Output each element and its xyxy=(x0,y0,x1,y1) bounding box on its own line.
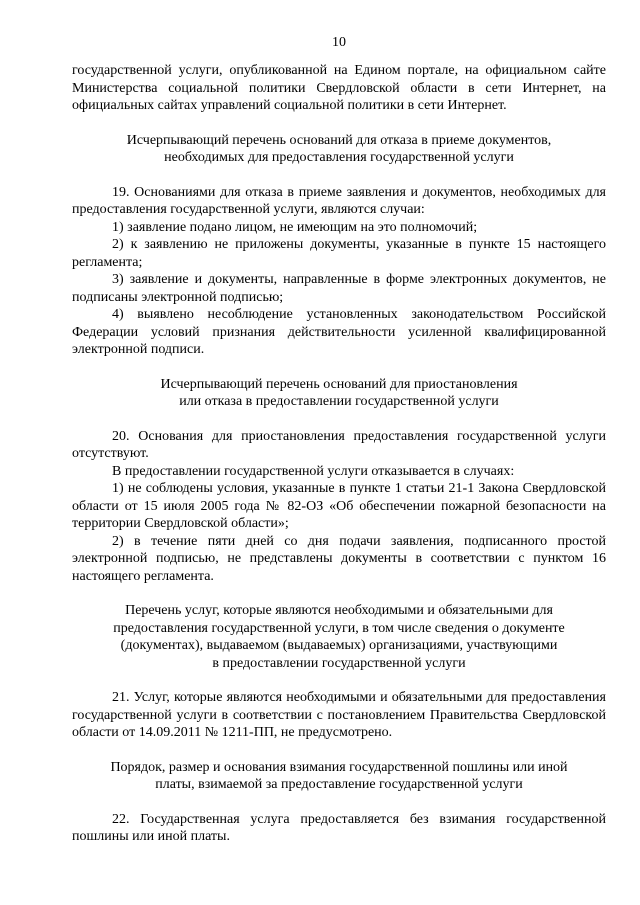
section-heading-necessary-services xyxy=(72,602,606,672)
heading-line: Исчерпывающий перечень оснований для приостановления xyxy=(160,376,518,392)
section-heading-fees xyxy=(72,759,606,794)
list-item-20-1: 1) не соблюдены условия, указанные в пункте 1 статьи 21-1 Закона Свердловской области от 15 июля 2005 года № 82-ОЗ «Об обеспечении пожарной безопасности на территории Свердловской области»; xyxy=(72,481,606,531)
paragraph-19: 19. Основаниями для отказа в приеме заявления и документов, необходимых для предоставления государственной услуги, являются случаи: xyxy=(72,184,606,217)
heading-line: платы, взимаемой за предоставление государственной услуги xyxy=(155,777,523,792)
heading-line: Перечень услуг, которые являются необходимыми и обязательными для xyxy=(125,603,553,618)
heading-line: необходимых для предоставления государственной услуги xyxy=(164,150,514,165)
list-item-19-2: 2) к заявлению не приложены документы, указанные в пункте 15 настоящего регламента; xyxy=(72,237,606,270)
list-item-19-3: 3) заявление и документы, направленные в форме электронных документов, не подписаны электронной подписью; xyxy=(72,272,606,305)
document-page xyxy=(72,34,606,846)
section-heading-suspension xyxy=(72,376,606,411)
section-heading-refusal-accept xyxy=(72,132,606,167)
heading-line: Исчерпывающий перечень оснований для отказа в приеме документов, xyxy=(126,132,552,148)
heading-line: или отказа в предоставлении государственной услуги xyxy=(179,394,499,409)
list-item-19-4: 4) выявлено несоблюдение установленных законодательством Российской Федерации условий признания действительности усиленной квалифицированной электронной подписи. xyxy=(72,307,606,357)
paragraph-21: 21. Услуг, которые являются необходимыми и обязательными для предоставления государственной услуги в соответствии с постановлением Правительства Свердловской области от 14.09.2011 № 1211-ПП, не предусмотрено. xyxy=(72,690,606,740)
paragraph-22: 22. Государственная услуга предоставляется без взимания государственной пошлины или иной платы. xyxy=(72,811,606,844)
list-item-19-1: 1) заявление подано лицом, не имеющим на это полномочий; xyxy=(112,219,478,235)
heading-line: Порядок, размер и основания взимания государственной пошлины или иной xyxy=(110,759,568,775)
heading-line: в предоставлении государственной услуги xyxy=(212,655,466,671)
list-item-20-2: 2) в течение пяти дней со дня подачи заявления, подписанного простой электронной подписью, не представлены документы в соответствии с пунктом 16 настоящего регламента. xyxy=(72,533,606,584)
paragraph-portal-info: государственной услуги, опубликованной на Едином портале, на официальном сайте Министерства социальной политики Свердловской области в сети Интернет, на официальных сайтах управлений социальной политики в сети Интернет. xyxy=(72,63,606,113)
heading-line: предоставления государственной услуги, в том числе сведения о документе xyxy=(113,620,565,636)
paragraph-20: 20. Основания для приостановления предоставления государственной услуги отсутствуют. xyxy=(72,428,606,461)
page-number: 10 xyxy=(332,35,346,50)
heading-line: (документах), выдаваемом (выдаваемых) организациями, участвующими xyxy=(120,638,558,653)
paragraph-20-intro: В предоставлении государственной услуги отказывается в случаях: xyxy=(112,463,515,479)
